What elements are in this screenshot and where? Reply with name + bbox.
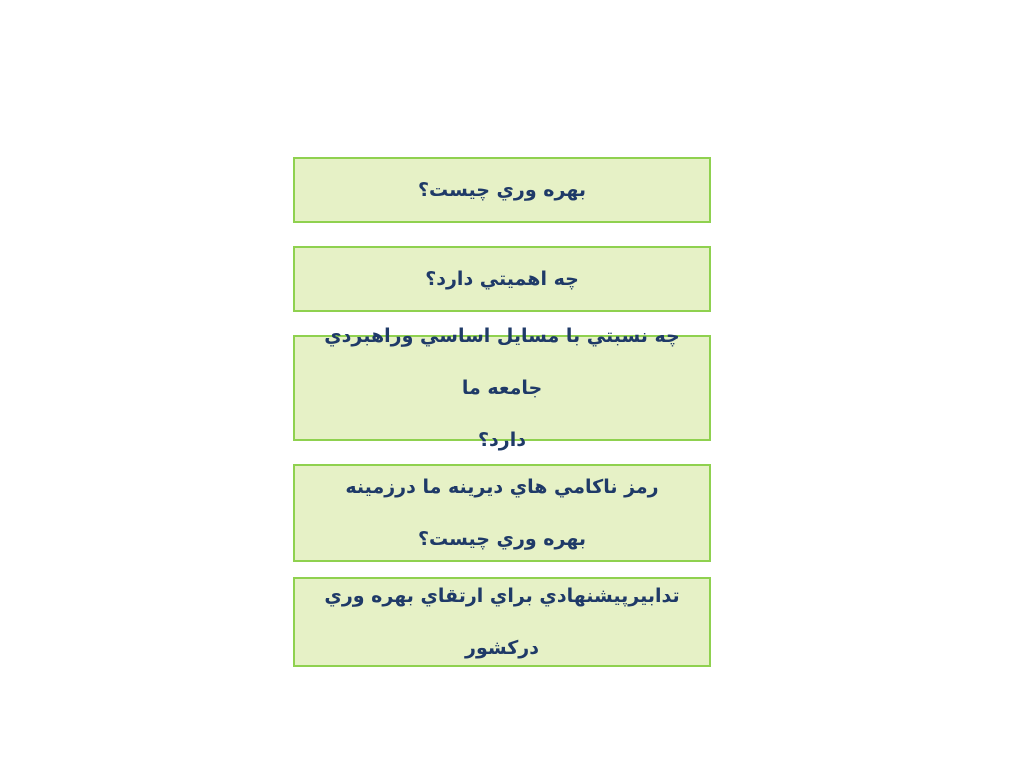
question-box-proposed-measures	[293, 577, 711, 667]
question-text-line-1: رمز ناكامي هاي ديرينه ما درزمينه	[345, 476, 659, 498]
question-box-what-is-productivity	[293, 157, 711, 223]
question-box-relation-to-strategic-issues	[293, 325, 711, 451]
question-text: بهره وري چيست؟	[417, 179, 587, 201]
question-text-line-2: دارد؟	[478, 429, 526, 451]
question-box-reasons-for-failure	[293, 464, 711, 562]
question-text: چه اهميتي دارد؟	[425, 268, 579, 290]
question-box-importance	[293, 246, 711, 312]
question-text-line-1: چه نسبتي با مسايل اساسي وراهبردي جامعه ما	[324, 325, 680, 399]
question-text: تدابيرپيشنهادي براي ارتقاي بهره وري دركشور	[324, 585, 680, 659]
question-text-line-2: بهره وري چيست؟	[418, 528, 587, 550]
